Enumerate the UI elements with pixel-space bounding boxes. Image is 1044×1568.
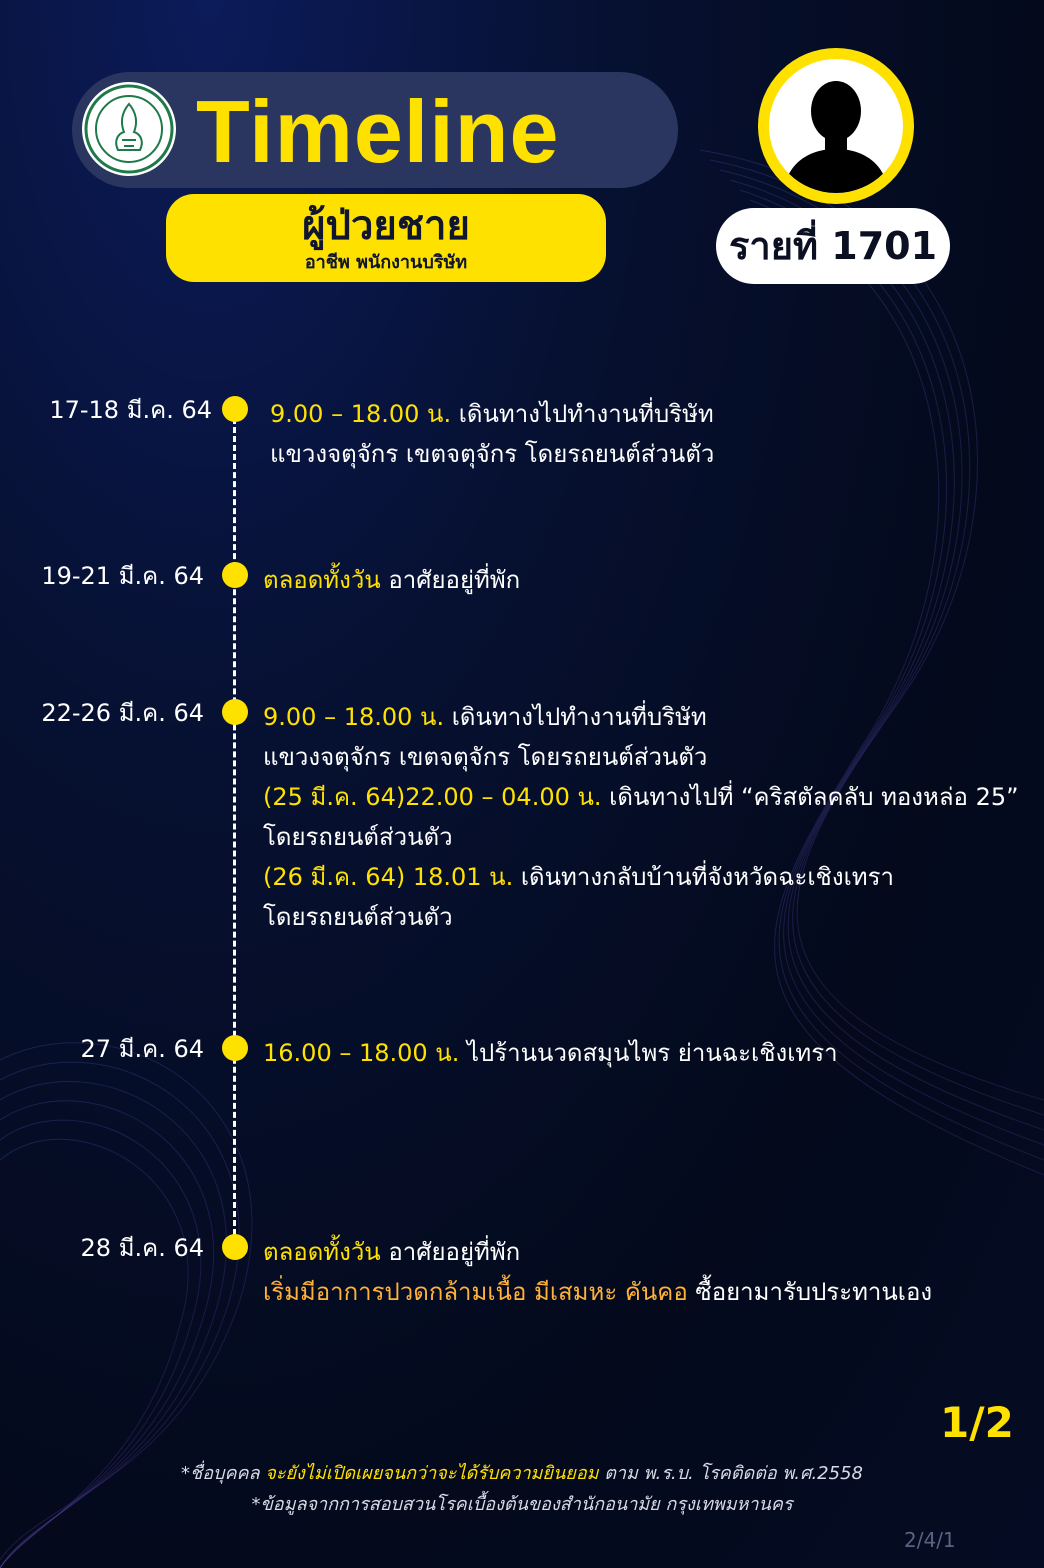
- timeline-date: 17-18 มี.ค. 64: [49, 396, 212, 424]
- patient-occupation: อาชีพ พนักงานบริษัท: [304, 252, 468, 273]
- timeline-line: แขวงจตุจักร เขตจตุจักร โดยรถยนต์ส่วนตัว: [263, 743, 708, 771]
- timeline-dot: [222, 562, 248, 588]
- patient-badge: [166, 194, 606, 282]
- timeline-date: 22-26 มี.ค. 64: [41, 699, 204, 727]
- page-indicator: 1/2: [940, 1398, 1014, 1447]
- avatar: [758, 48, 914, 204]
- footer-line-privacy: *ชื่อบุคคล จะยังไม่เปิดเผยจนกว่าจะได้รับความยินยอม ตาม พ.ร.บ. โรคติดต่อ พ.ศ.2558: [181, 1463, 863, 1484]
- timeline-line: เริ่มมีอาการปวดกล้ามเนื้อ มีเสมหะ คันคอ ซื้อยามารับประทานเอง: [263, 1278, 933, 1306]
- timeline-line: ตลอดทั้งวัน อาศัยอยู่ที่พัก: [263, 566, 521, 594]
- timeline-line: โดยรถยนต์ส่วนตัว: [263, 823, 453, 851]
- timeline-date: 27 มี.ค. 64: [80, 1035, 204, 1063]
- timeline-line: ตลอดทั้งวัน อาศัยอยู่ที่พัก: [263, 1238, 521, 1266]
- timeline-dot: [222, 699, 248, 725]
- timeline-line: (26 มี.ค. 64) 18.01 น. เดินทางกลับบ้านที่จังหวัดฉะเชิงเทรา: [263, 863, 894, 891]
- timeline-dot: [222, 1035, 248, 1061]
- footer-note: [0, 1458, 1044, 1520]
- timeline-line: แขวงจตุจักร เขตจตุจักร โดยรถยนต์ส่วนตัว: [270, 440, 715, 468]
- timeline-line: 16.00 – 18.00 น. ไปร้านนวดสมุนไพร ย่านฉะเชิงเทรา: [263, 1039, 838, 1067]
- timeline-line: 9.00 – 18.00 น. เดินทางไปทำงานที่บริษัท: [263, 703, 707, 731]
- timeline-connector: [233, 418, 236, 1244]
- page-title: Timeline: [196, 82, 560, 181]
- watermark: 2/4/1: [904, 1528, 956, 1552]
- timeline-line: (25 มี.ค. 64)22.00 – 04.00 น. เดินทางไปที่ “คริสตัลคลับ ทองหล่อ 25”: [263, 783, 1019, 811]
- timeline-dot: [222, 1234, 248, 1260]
- timeline-date: 28 มี.ค. 64: [80, 1234, 204, 1262]
- bangkok-seal-icon: [82, 82, 176, 176]
- timeline-line: โดยรถยนต์ส่วนตัว: [263, 903, 453, 931]
- person-silhouette-icon: [769, 59, 903, 193]
- timeline-line: 9.00 – 18.00 น. เดินทางไปทำงานที่บริษัท: [270, 400, 714, 428]
- timeline-dot: [222, 396, 248, 422]
- case-number-badge: รายที่ 1701: [716, 208, 950, 284]
- patient-title: ผู้ป่วยชาย: [302, 203, 470, 249]
- timeline-date: 19-21 มี.ค. 64: [41, 562, 204, 590]
- footer-line-source: *ข้อมูลจากการสอบสวนโรคเบื้องต้นของสำนักอนามัย กรุงเทพมหานคร: [251, 1494, 793, 1515]
